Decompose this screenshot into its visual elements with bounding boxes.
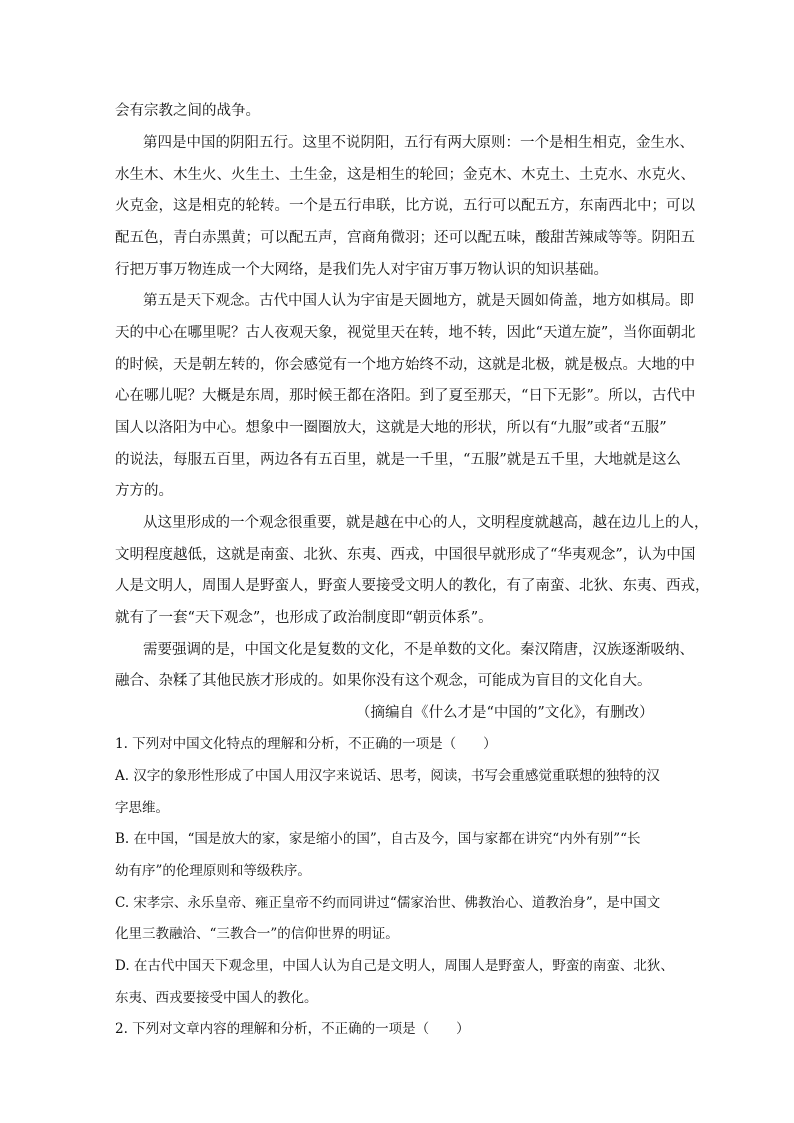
- passage-line: 就有了一套“天下观念”，也形成了政治制度即“朝贡体系”。: [115, 610, 493, 626]
- passage-line: 会有宗教之间的战争。: [115, 103, 260, 119]
- passage-line: 方方的。: [115, 483, 173, 499]
- question-line: 2. 下列对文章内容的理解和分析，不正确的一项是（ ）: [115, 1021, 470, 1037]
- question-line: 1. 下列对中国文化特点的理解和分析，不正确的一项是（ ）: [115, 736, 497, 752]
- option-line: D. 在古代中国天下观念里，中国人认为自己是文明人，周围人是野蛮人，野蛮的南蛮、北狄、: [115, 958, 674, 974]
- passage-line: 国人以洛阳为中心。想象中一圈圈放大，这就是大地的形状，所以有“九服”或者“五服”: [115, 420, 667, 436]
- passage-line: 的时候，天是朝左转的，你会感觉有一个地方始终不动，这就是北极，就是极点。大地的中: [115, 357, 695, 373]
- option-line: 幼有序”的伦理原则和等级秩序。: [115, 863, 311, 879]
- option-line: A. 汉字的象形性形成了中国人用汉字来说话、思考，阅读，书写会重感觉重联想的独特的汉: [115, 768, 660, 784]
- option-line: B. 在中国，“国是放大的家，家是缩小的国”，自古及今，国与家都在讲究“内外有别”“长: [115, 831, 641, 847]
- passage-line: 融合、杂糅了其他民族才形成的。如果你没有这个观念，可能成为盲目的文化自大。: [115, 673, 652, 689]
- option-line: C. 宋孝宗、永乐皇帝、雍正皇帝不约而同讲过“儒家治世、佛教治心、道教治身”，是中国文: [115, 895, 661, 911]
- passage-line: 配五色，青白赤黑黄；可以配五声，宫商角微羽；还可以配五味，酸甜苦辣咸等等。阴阳五: [115, 230, 695, 246]
- passage-line: 文明程度越低，这就是南蛮、北狄、东夷、西戎，中国很早就形成了“华夷观念”，认为中国: [115, 547, 696, 563]
- passage-line: 的说法，每服五百里，两边各有五百里，就是一千里，“五服”就是五千里，大地就是这么: [115, 452, 681, 468]
- passage-line: 火克金，这是相克的轮转。一个是五行串联，比方说，五行可以配五方，东南西北中；可以: [115, 198, 695, 214]
- source-citation: （摘编自《什么才是“中国的”文化》，有删改）: [356, 705, 654, 721]
- passage-line: 第四是中国的阴阳五行。这里不说阴阳，五行有两大原则：一个是相生相克，金生水、: [143, 135, 694, 151]
- passage-line: 心在哪儿呢？大概是东周，那时候王都在洛阳。到了夏至那天，“日下无影”。所以，古代中: [115, 388, 696, 404]
- passage-line: 人是文明人，周围人是野蛮人，野蛮人要接受文明人的教化，有了南蛮、北狄、东夷、西戎，: [115, 578, 710, 594]
- passage-line: 第五是天下观念。古代中国人认为宇宙是天圆地方，就是天圆如倚盖，地方如棋局。即: [143, 293, 694, 309]
- option-line: 字思维。: [115, 800, 169, 816]
- passage-line: 从这里形成的一个观念很重要，就是越在中心的人，文明程度就越高，越在边儿上的人，: [143, 515, 709, 531]
- option-line: 东夷、西戎要接受中国人的教化。: [115, 990, 318, 1006]
- passage-line: 天的中心在哪里呢？古人夜观天象，视觉里天在转，地不转，因此“天道左旋”，当你面朝北: [115, 325, 696, 341]
- option-line: 化里三教融洽、“三教合一”的信仰世界的明证。: [115, 926, 399, 942]
- passage-line: 水生木、木生火、火生土、土生金，这是相生的轮回；金克木、木克土、土克水、水克火、: [115, 167, 695, 183]
- passage-line: 需要强调的是，中国文化是复数的文化，不是单数的文化。秦汉隋唐，汉族逐渐吸纳、: [143, 642, 694, 658]
- passage-line: 行把万事万物连成一个大网络，是我们先人对宇宙万事万物认识的知识基础。: [115, 262, 608, 278]
